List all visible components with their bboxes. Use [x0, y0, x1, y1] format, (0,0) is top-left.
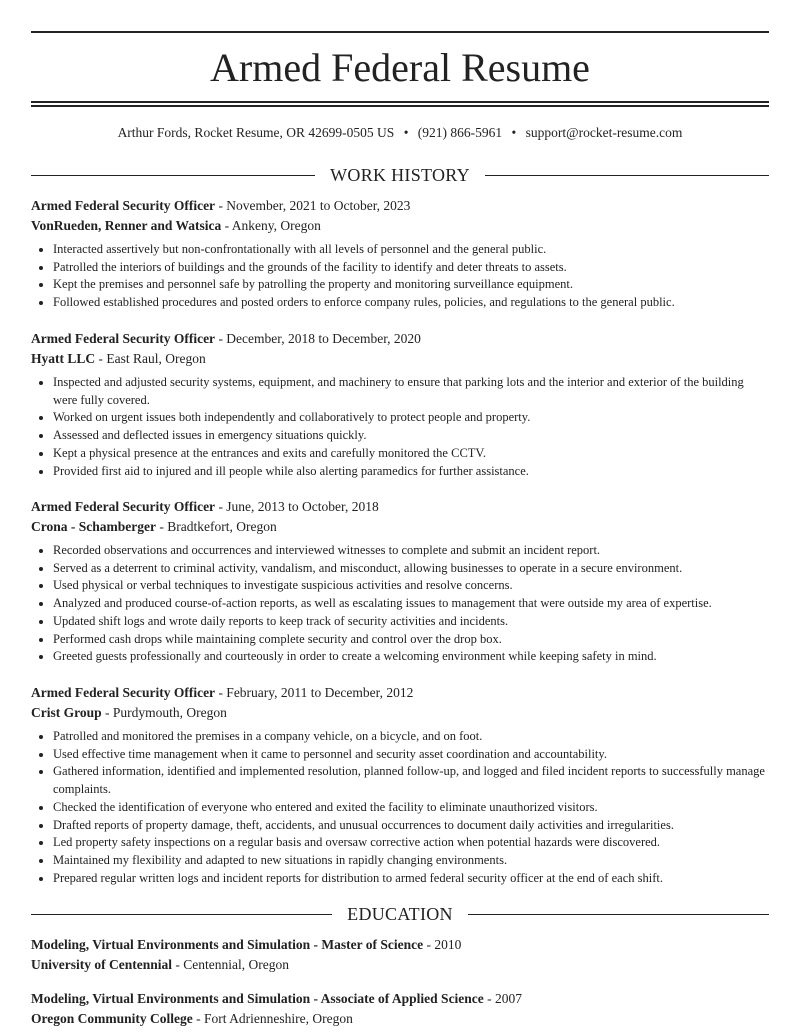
school-name: University of Centennial — [31, 956, 172, 972]
job-entry — [31, 329, 769, 480]
list-item: • Served as a deterrent to criminal activity, vandalism, and misconduct, allowing businesses to operate in a secure environment. — [53, 560, 769, 578]
job-title: Armed Federal Security Officer — [31, 499, 216, 514]
job-company-line — [31, 216, 769, 236]
list-item: • Updated shift logs and wrote daily reports to keep track of security activities and incidents. — [53, 613, 769, 631]
job-dates: - November, 2021 to October, 2023 — [215, 198, 411, 213]
graduation-year: - 2007 — [483, 991, 523, 1006]
list-item: • Used physical or verbal techniques to investigate suspicious activities and resolve concerns. — [53, 577, 769, 595]
job-title-line — [31, 497, 769, 517]
job-title: Armed Federal Security Officer — [31, 198, 216, 213]
school-name: Oregon Community College — [31, 1010, 193, 1026]
list-item: • Inspected and adjusted security systems, equipment, and machinery to ensure that parking lots and the interior and exterior of the building were fully covered. — [53, 374, 769, 409]
section-rule-left — [31, 175, 315, 176]
list-item: • Patrolled and monitored the premises in a company vehicle, on a bicycle, and on foot. — [53, 728, 769, 746]
top-rule — [31, 31, 769, 33]
contact-phone: (921) 866-5961 — [417, 125, 503, 140]
list-item: • Recorded observations and occurrences and interviewed witnesses to complete and submit an incident report. — [53, 542, 769, 560]
job-location: - East Raul, Oregon — [95, 350, 206, 366]
school-location: - Centennial, Oregon — [172, 956, 289, 972]
section-title-education: EDUCATION — [347, 904, 453, 924]
job-duties-list — [31, 728, 769, 887]
job-dates: - June, 2013 to October, 2018 — [215, 499, 379, 514]
degree: Modeling, Virtual Environments and Simulation - Associate of Applied Science — [31, 991, 484, 1006]
education-entry — [31, 989, 769, 1028]
job-title-line — [31, 683, 769, 703]
job-title-line — [31, 196, 769, 216]
list-item: • Worked on urgent issues both independently and collaboratively to protect people and property. — [53, 409, 769, 427]
school-location: - Fort Adrienneshire, Oregon — [192, 1010, 353, 1026]
education-section-header — [31, 902, 769, 926]
job-company: Hyatt LLC — [31, 350, 96, 366]
section-rule-left — [31, 914, 332, 915]
education-entry — [31, 935, 769, 974]
contact-line — [31, 124, 769, 142]
job-title-line — [31, 329, 769, 349]
degree-line — [31, 935, 769, 955]
page-title: Armed Federal Resume — [210, 45, 590, 90]
job-company-line — [31, 349, 769, 369]
list-item: • Maintained my flexibility and adapted to new situations in rapidly changing environments. — [53, 852, 769, 870]
job-company: VonRueden, Renner and Watsica — [31, 217, 222, 233]
list-item: • Kept the premises and personnel safe by patrolling the property and monitoring surveillance equipment. — [53, 276, 769, 294]
job-duties-list — [31, 374, 769, 480]
contact-separator: • — [511, 125, 517, 140]
work-history-section-header — [31, 163, 769, 187]
school-line — [31, 955, 769, 975]
job-company: Crist Group — [31, 704, 102, 720]
title-rule-lower — [31, 105, 769, 107]
list-item: • Analyzed and produced course-of-action reports, as well as escalating issues to management that were outside my area of expertise. — [53, 595, 769, 613]
list-item: • Used effective time management when it came to personnel and security asset coordination and accountability. — [53, 746, 769, 764]
job-entry — [31, 683, 769, 887]
job-entry — [31, 196, 769, 312]
section-title-work-history: WORK HISTORY — [330, 165, 470, 185]
job-location: - Purdymouth, Oregon — [101, 704, 227, 720]
degree: Modeling, Virtual Environments and Simulation - Master of Science — [31, 937, 424, 952]
job-dates: - February, 2011 to December, 2012 — [215, 685, 414, 700]
list-item: • Performed cash drops while maintaining complete security and control over the drop box. — [53, 631, 769, 649]
list-item: • Checked the identification of everyone who entered and exited the facility to eliminate unauthorized visitors. — [53, 799, 769, 817]
list-item: • Led property safety inspections on a regular basis and oversaw corrective action when potential hazards were discovered. — [53, 834, 769, 852]
list-item: • Interacted assertively but non-confrontationally with all levels of personnel and the general public. — [53, 241, 769, 259]
list-item: • Provided first aid to injured and ill people while also alerting paramedics for further assistance. — [53, 463, 769, 481]
degree-line — [31, 989, 769, 1009]
job-entry — [31, 497, 769, 666]
contact-address: Arthur Fords, Rocket Resume, OR 42699-0505 US — [117, 125, 395, 140]
contact-separator: • — [403, 125, 409, 140]
list-item: • Drafted reports of property damage, theft, accidents, and unusual occurrences to document daily activities and irregularities. — [53, 817, 769, 835]
job-location: - Ankeny, Oregon — [221, 217, 321, 233]
job-location: - Bradtkefort, Oregon — [155, 518, 277, 534]
job-title: Armed Federal Security Officer — [31, 331, 216, 346]
contact-email: support@rocket-resume.com — [525, 125, 683, 140]
graduation-year: - 2010 — [423, 937, 462, 952]
job-dates: - December, 2018 to December, 2020 — [215, 331, 421, 346]
job-company-line — [31, 517, 769, 537]
job-company: Crona - Schamberger — [31, 518, 156, 534]
job-company-line — [31, 703, 769, 723]
job-duties-list — [31, 241, 769, 312]
list-item: • Patrolled the interiors of buildings and the grounds of the facility to identify and deter threats to assets. — [53, 259, 769, 277]
list-item: • Gathered information, identified and implemented resolution, planned follow-up, and logged and filed incident reports to successfully manage complaints. — [53, 763, 769, 798]
list-item: • Kept a physical presence at the entrances and exits and carefully monitored the CCTV. — [53, 445, 769, 463]
list-item: • Followed established procedures and posted orders to enforce company rules, policies, and regulations to the general public. — [53, 294, 769, 312]
list-item: • Assessed and deflected issues in emergency situations quickly. — [53, 427, 769, 445]
title-rule-upper — [31, 101, 769, 103]
list-item: • Greeted guests professionally and courteously in order to create a welcoming environment while keeping safety in mind. — [53, 648, 769, 666]
school-line — [31, 1009, 769, 1029]
list-item: • Prepared regular written logs and incident reports for distribution to armed federal security officer at the end of each shift. — [53, 870, 769, 888]
job-title: Armed Federal Security Officer — [31, 685, 216, 700]
job-duties-list — [31, 542, 769, 666]
section-rule-right — [468, 914, 769, 915]
section-rule-right — [485, 175, 769, 176]
